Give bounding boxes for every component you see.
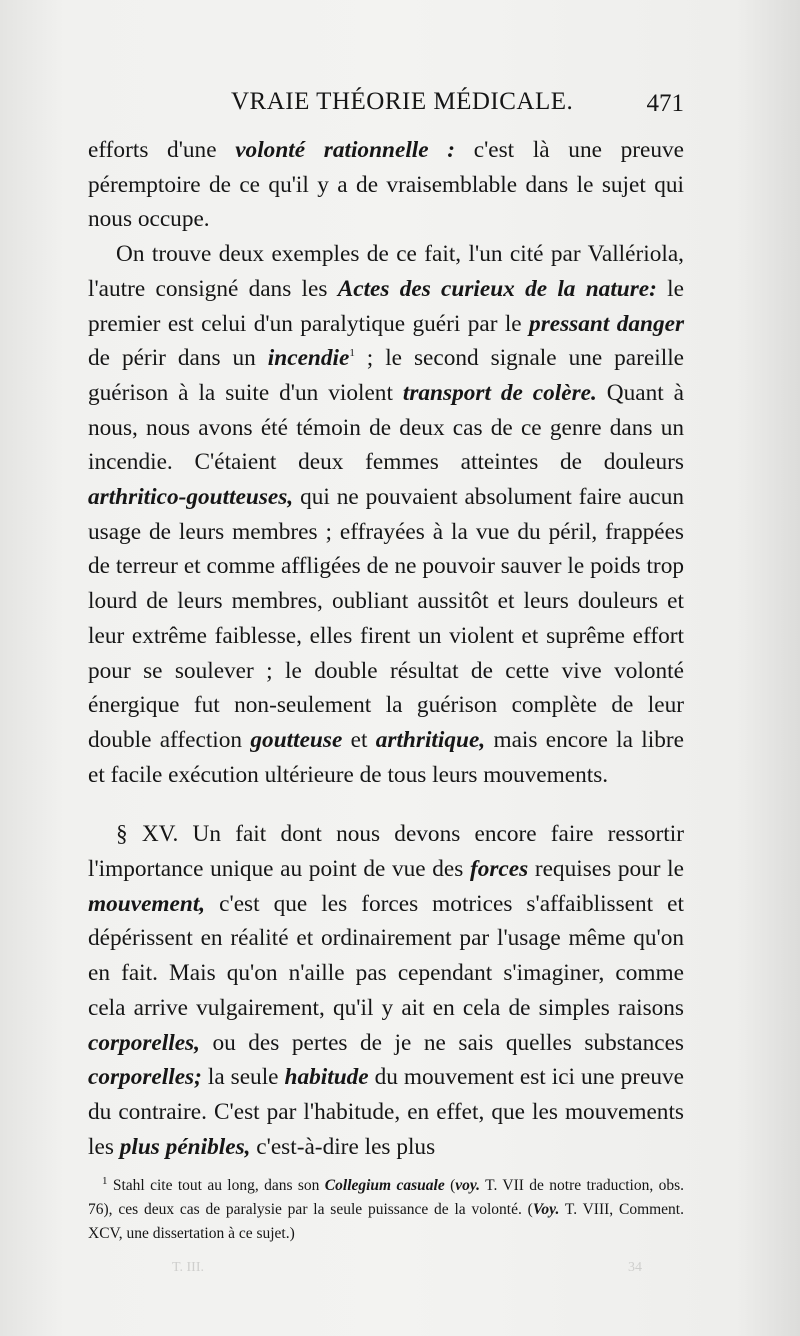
text-run: c'est que les forces motrices s'affaiblissent et dépérissent en réalité et ordinairement par l'usage même qu'on en fait. Mais qu'on n'aille pas cependant s'imaginer, comme cela arrive vulgairement, qu'il y ait en cela de simples raisons xyxy=(88,890,684,1021)
footnotes xyxy=(88,1174,684,1246)
text-run: Stahl cite tout au long, dans son xyxy=(107,1177,325,1194)
page-number: 471 xyxy=(646,90,684,117)
text-run: et xyxy=(342,726,376,753)
text-run: la seule xyxy=(201,1064,285,1091)
text-run: ; le second signale une pareille guérison à la suite d'un violent xyxy=(88,345,685,406)
text-run: c'est là une preuve péremptoire de ce qu'il y a de vraisemblable dans le sujet qui nous occupe. xyxy=(88,137,685,233)
italic-run: Collegium casuale xyxy=(324,1177,445,1194)
text-run: T. VIII, Comment. XCV, une dissertation à ce sujet.) xyxy=(88,1201,684,1242)
italic-run: Voy. xyxy=(532,1201,560,1218)
text-run: Quant à nous, nous avons été témoin de deux cas de ce genre dans un incendie. C'étaient deux femmes atteintes de douleurs xyxy=(88,379,684,476)
italic-run: habitude xyxy=(284,1064,369,1091)
text-run: § XV. Un fait dont nous devons encore faire ressortir l'importance unique au point de vue des xyxy=(88,821,684,883)
paragraph xyxy=(88,133,684,237)
italic-run: arthritico-goutteuses, xyxy=(88,484,294,511)
bleed-through-signature: T. III. xyxy=(172,1260,204,1275)
text-run: du mouvement est ici une preuve du contraire. C'est par l'habitude, en effet, que les mouvements les xyxy=(88,1064,685,1160)
footnote xyxy=(88,1174,684,1246)
running-title: VRAIE THÉORIE MÉDICALE. xyxy=(231,88,574,115)
text-run: qui ne pouvaient absolument faire aucun usage de leurs membres ; effrayées à la vue du péril, frappées de terreur et comme affligées de ne pouvoir sauver le poids trop lourd de leurs membres, oubliant aussitôt et leurs douleurs et leur extrême faiblesse, elles firent un violent et suprême effort pour se soulever ; le double résultat de cette vive volonté énergique fut non-seulement la guérison complète de leur double affection xyxy=(88,484,684,753)
italic-run: arthritique, xyxy=(375,726,486,753)
footnote-marker: 1 xyxy=(102,1174,108,1187)
text-run: ou des pertes de je ne sais quelles substances xyxy=(199,1029,684,1056)
italic-run: incendie xyxy=(267,345,350,372)
bleed-through-sheet-number: 34 xyxy=(628,1260,642,1275)
italic-run: goutteuse xyxy=(250,726,343,753)
paragraph xyxy=(88,817,684,1164)
text-run: le premier est celui d'un paralytique guéri par le xyxy=(88,275,684,337)
text-run: T. VII de notre traduction, obs. 76), ces deux cas de paralysie par la seule puissance de la volonté. ( xyxy=(88,1177,684,1218)
italic-run: Actes des curieux de la nature: xyxy=(337,275,657,302)
italic-run: plus pénibles, xyxy=(119,1133,251,1160)
body-text xyxy=(88,133,684,1164)
italic-run: voy. xyxy=(455,1177,481,1194)
text-run: mais encore la libre et facile exécution ultérieure de tous leurs mouvements. xyxy=(88,726,684,788)
text-run: de périr dans un xyxy=(88,345,268,372)
italic-run: corporelles, xyxy=(88,1029,200,1056)
footnote-reference: 1 xyxy=(349,347,355,360)
italic-run: pressant danger xyxy=(529,310,685,337)
text-run: On trouve deux exemples de ce fait, l'un cité par Vallériola, l'autre consigné dans les xyxy=(88,241,684,302)
italic-run: mouvement, xyxy=(88,890,206,917)
italic-run: volonté rationnelle : xyxy=(235,137,456,163)
paragraph xyxy=(88,237,684,792)
italic-run: corporelles; xyxy=(88,1064,202,1091)
italic-run: forces xyxy=(469,856,529,883)
text-run: c'est-à-dire les plus xyxy=(250,1133,436,1160)
text-run: efforts d'une xyxy=(88,137,236,163)
text-run: ( xyxy=(444,1177,456,1194)
italic-run: transport de colère. xyxy=(402,379,597,406)
running-header xyxy=(88,88,684,124)
text-run: requises pour le xyxy=(528,856,684,883)
